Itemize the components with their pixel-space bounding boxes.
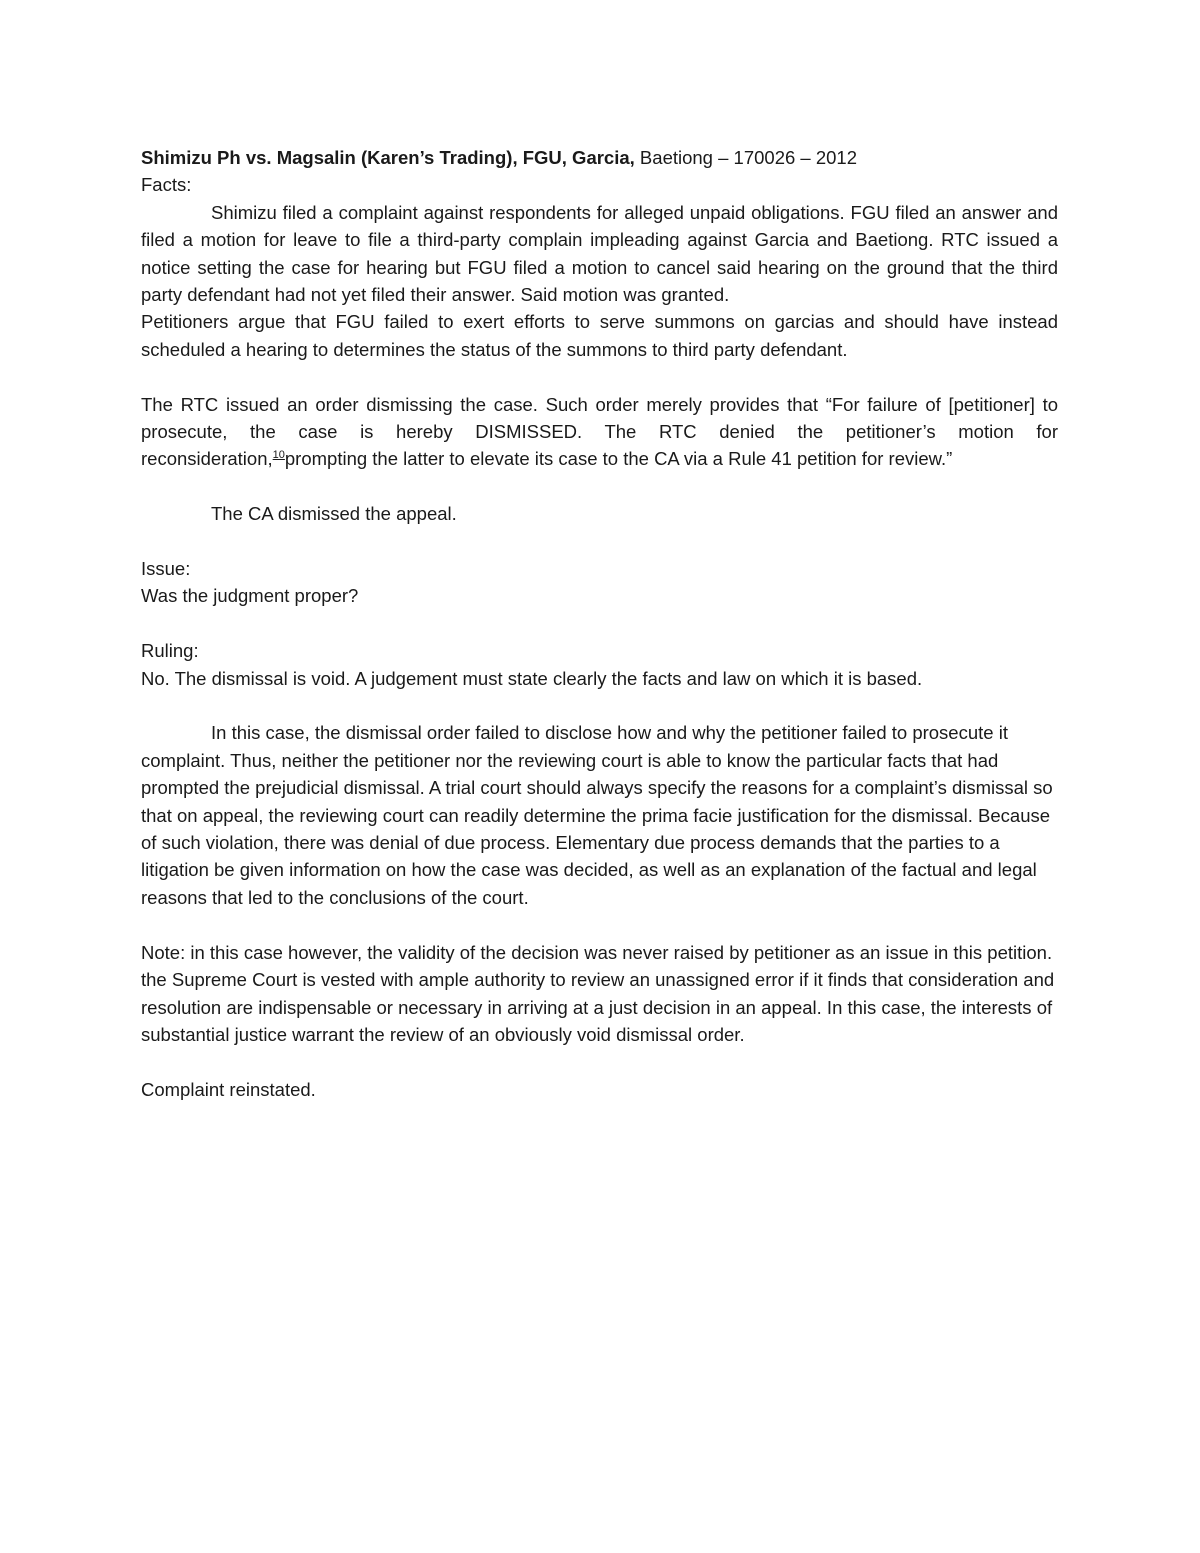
ruling-heading: Ruling: [141,640,199,662]
facts-paragraph-4: The CA dismissed the appeal. [211,503,457,525]
document-page [141,144,1058,1103]
spacer [141,1048,1058,1075]
facts-paragraph-1: Shimizu filed a complaint against respondents for alleged unpaid obligations. FGU filed an answer and filed a motion for leave to file a third-party complain impleading against Garcia and Baetiong. RTC issued a notice setting the case for hearing but FGU filed a motion to cancel said hearing on the ground that the third party defendant had not yet filed their answer. Said motion was granted. [141,201,1058,306]
ruling-paragraph-2: In this case, the dismissal order failed to disclose how and why the petitioner failed to prosecute it complaint. Thus, neither the petitioner nor the reviewing court is able to know the particular facts that had prompted the prejudicial dismissal. A trial court should always specify the reasons for a complaint’s dismissal so that on appeal, the reviewing court can readily determine the prima facie justification for the dismissal. Because of such violation, there was denial of due process. Elementary due process demands that the parties to a litigation be given information on how the case was decided, as well as an explanation of the factual and legal reasons that led to the conclusions of the court. [141,722,1053,908]
issue-text: Was the judgment proper? [141,585,359,607]
spacer [141,911,1058,938]
facts-paragraph-3-text: The RTC issued an order dismissing the case. Such order merely provides that “For failure of [petitioner] to prosecute, the case is hereby DISMISSED. The RTC denied the petitioner’s motion for reconsideration, [141,393,1058,470]
ruling-paragraph-1: No. The dismissal is void. A judgement must state clearly the facts and law on which it is based. [141,667,923,689]
issue-heading: Issue: [141,558,191,580]
case-title-bold: Shimizu Ph vs. Magsalin (Karen’s Trading), FGU, Garcia, [141,147,635,168]
spacer [141,363,1058,390]
facts-paragraph-3-text-cont: prompting the latter to elevate its case to the CA via a Rule 41 petition for review.” [284,448,953,470]
case-title [141,144,1058,171]
case-title-rest: Baetiong – 170026 – 2012 [634,147,857,168]
ruling-note: Note: in this case however, the validity of the decision was never raised by petitioner as an issue in this petition. the Supreme Court is vested with ample authority to review an unassigned error if it finds that consideration and resolution are indispensable or necessary in arriving at a just decision in an appeal. In this case, the interests of substantial justice warrant the review of an obviously void dismissal order. [141,941,1055,1045]
spacer [141,610,1058,637]
spacer [141,473,1058,500]
facts-paragraph-3 [141,391,1058,473]
spacer [141,692,1058,719]
footnote-reference[interactable]: 10 [272,449,285,462]
facts-paragraph-2: Petitioners argue that FGU failed to exert efforts to serve summons on garcias and should have instead scheduled a hearing to determines the status of the summons to third party defendant. [141,311,1058,360]
spacer [141,528,1058,555]
facts-heading: Facts: [141,174,192,196]
ruling-conclusion: Complaint reinstated. [141,1078,316,1100]
